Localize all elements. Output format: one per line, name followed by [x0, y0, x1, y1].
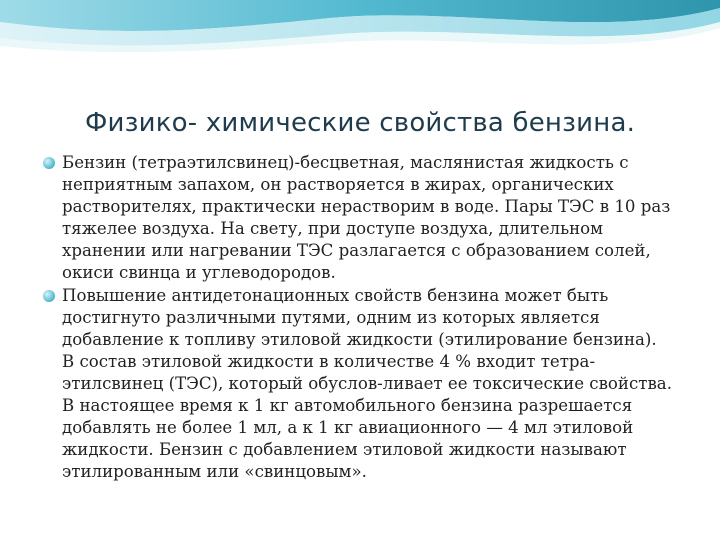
bullet-text: Бензин (тетраэтилсвинец)-бесцветная, маслянистая жидкость с неприятным запахом, он растворяется в жирах, органических растворителях, практически нерастворим в воде. Пары ТЭС в 10 раз тяжелее воздуха. На свету, при доступе воздуха, длительном хранении или нагревании ТЭС разлагается с образованием солей, окиси свинца и углеводородов.	[62, 153, 671, 283]
bullet-dot-icon	[43, 290, 55, 302]
bullet-dot-icon	[43, 157, 55, 169]
bullet-item	[42, 152, 672, 285]
header-wave-decoration	[0, 0, 720, 70]
slide-content	[42, 152, 672, 483]
slide-title: Физико- химические свойства бензина.	[84, 108, 636, 138]
bullet-item	[42, 285, 672, 484]
bullet-text: Повышение антидетонационных свойств бензина может быть достигнуто различными путями, одним из которых является добавление к топливу этиловой жидкости (этилирование бензина). В состав этиловой жидкости в количестве 4 % входит тетра-этилсвинец (ТЭС), который обуслов-ливает ее токсические свойства. В настоящее время к 1 кг автомобильного бензина разрешается добавлять не более 1 мл, а к 1 кг авиационного — 4 мл этиловой жидкости. Бензин с добавлением этиловой жидкости называют этилированным или «свинцовым».	[62, 285, 672, 482]
